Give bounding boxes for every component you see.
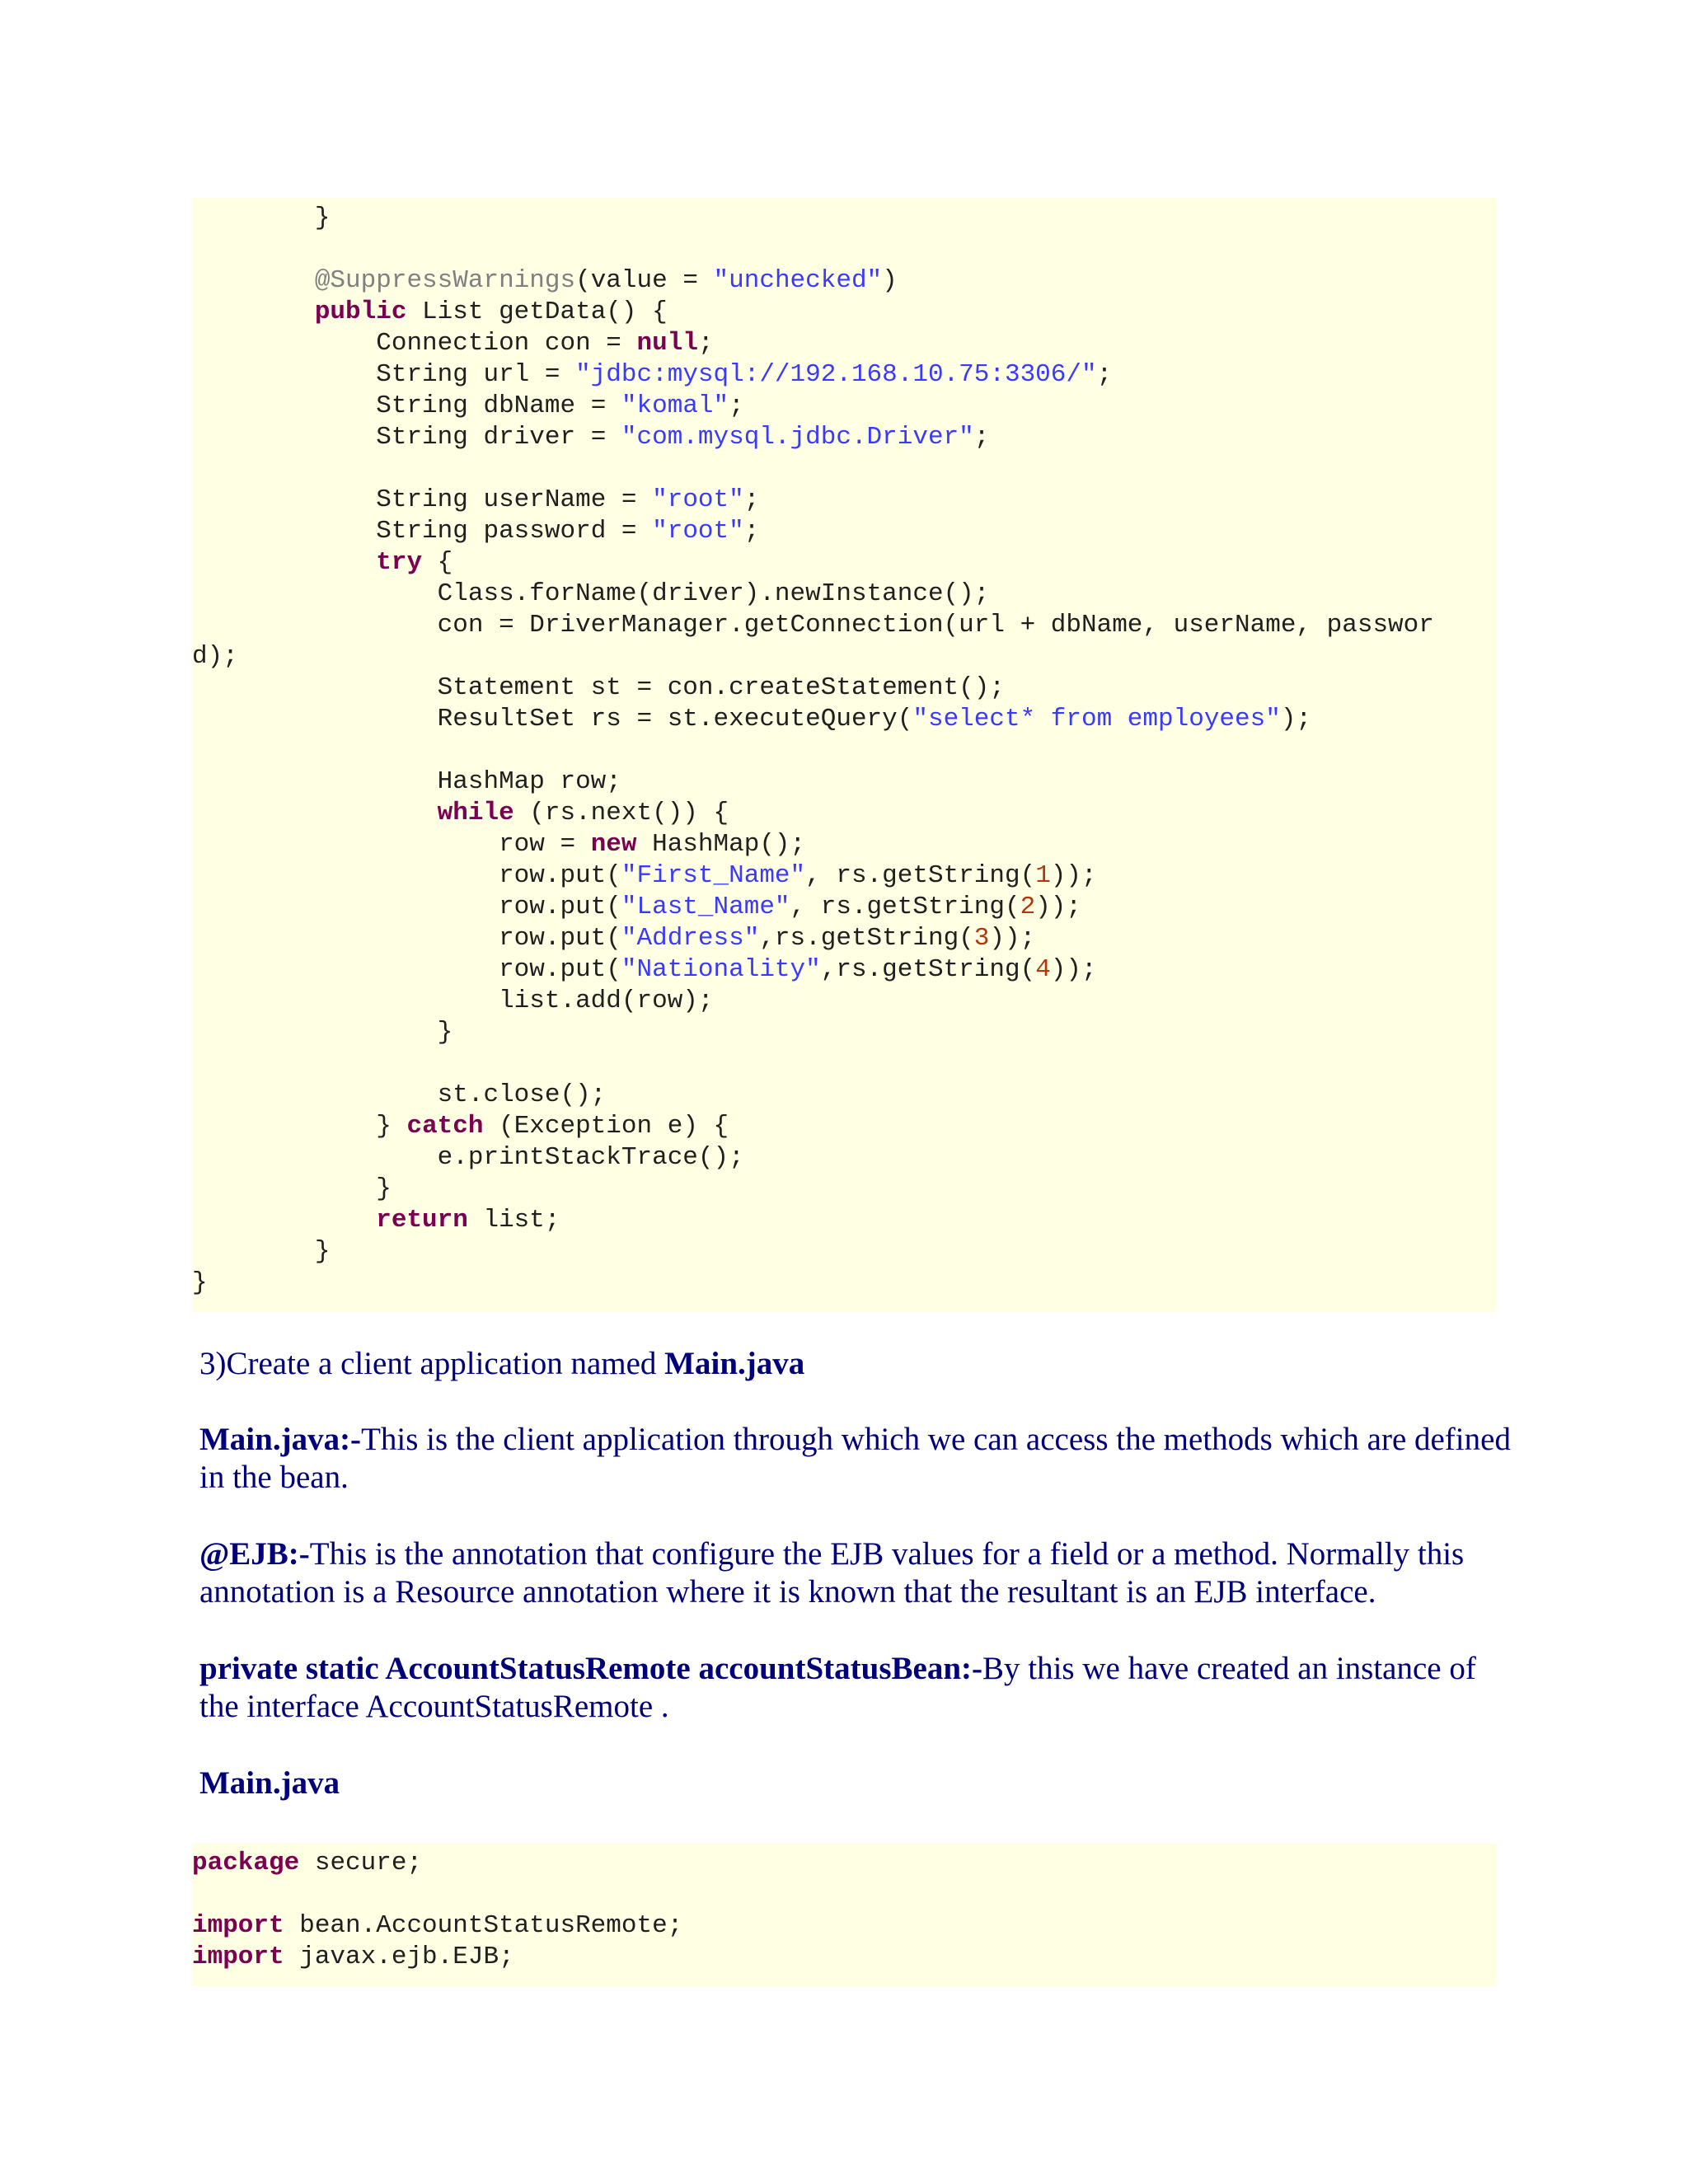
number-token: 1: [1035, 861, 1051, 890]
code-line: HashMap row;: [437, 767, 621, 796]
code-line: String userName = "root";: [376, 485, 760, 514]
number-token: 4: [1035, 955, 1051, 984]
code-line: row.put("Nationality",rs.getString(4));: [499, 955, 1097, 984]
code-line: Statement st = con.createStatement();: [437, 673, 1005, 702]
code-line: row.put("Address",rs.getString(3));: [499, 924, 1036, 953]
code-line: [192, 735, 1496, 766]
code-line: import javax.ejb.EJB;: [192, 1943, 514, 1971]
string-token: "jdbc:mysql://192.168.10.75:3306/": [575, 360, 1097, 389]
annotation-token: @SuppressWarnings: [314, 266, 576, 295]
code-block-main: [192, 1843, 1496, 1986]
step-heading: 3)Create a client application named Main.java: [199, 1346, 805, 1381]
code-line: con = DriverManager.getConnection(url + dbName, userName, passwor: [437, 611, 1434, 640]
section-heading: Main.java: [199, 1765, 340, 1801]
code-line: }: [437, 1018, 453, 1047]
keyword-token: return: [376, 1206, 468, 1235]
string-token: "Last_Name": [621, 893, 790, 921]
number-token: 2: [1020, 893, 1036, 921]
code-line: st.close();: [437, 1080, 607, 1109]
code-line: list.add(row);: [499, 987, 714, 1015]
string-token: "Address": [621, 924, 760, 953]
code-line: }: [314, 1237, 331, 1266]
code-line: }: [314, 204, 331, 232]
string-token: "First_Name": [621, 861, 806, 890]
string-token: "Nationality": [621, 955, 821, 984]
code-line: } catch (Exception e) {: [376, 1112, 729, 1141]
code-line: [192, 1879, 1496, 1910]
code-line: d);: [192, 642, 238, 671]
code-line: import bean.AccountStatusRemote;: [192, 1911, 683, 1940]
code-line: String url = "jdbc:mysql://192.168.10.75:3306/";: [376, 360, 1113, 389]
keyword-token: try: [376, 548, 423, 577]
keyword-token: null: [636, 329, 698, 358]
code-line: package secure;: [192, 1849, 423, 1877]
code-line: row = new HashMap();: [499, 830, 806, 859]
code-line: return list;: [376, 1206, 560, 1235]
code-line: Connection con = null;: [376, 329, 714, 358]
string-token: "unchecked": [713, 266, 883, 295]
string-token: "root": [652, 517, 744, 546]
keyword-token: while: [437, 799, 514, 827]
keyword-token: catch: [406, 1112, 484, 1141]
term-bold: Main.java:-: [199, 1422, 362, 1457]
ejb-annotation-description: @EJB:-This is the annotation that configure the EJB values for a field or a method. Normally this annotation is a Resource annotation where it is known that the resultant is an EJB interface.: [199, 1536, 1465, 1610]
code-line: e.printStackTrace();: [437, 1143, 744, 1172]
keyword-token: import: [192, 1943, 284, 1971]
term-bold: private static AccountStatusRemote accountStatusBean:-: [199, 1651, 982, 1686]
term-bold: @EJB:-: [199, 1536, 310, 1572]
main-java-description: Main.java:-This is the client application through which we can access the methods which are defined in the bean.: [199, 1422, 1511, 1495]
code-line: @SuppressWarnings(value = "unchecked"): [314, 266, 898, 295]
string-token: "komal": [621, 391, 729, 420]
code-line: Class.forName(driver).newInstance();: [437, 579, 990, 608]
keyword-token: new: [590, 830, 637, 859]
code-line: String dbName = "komal";: [376, 391, 744, 420]
code-line: try {: [376, 548, 453, 577]
code-line: }: [376, 1174, 392, 1203]
filename-bold: Main.java: [664, 1346, 805, 1381]
code-line: [192, 453, 1496, 485]
instance-description: private static AccountStatusRemote accountStatusBean:-By this we have created an instance of the interface AccountStatusRemote .: [199, 1651, 1476, 1724]
keyword-token: public: [314, 298, 407, 326]
code-line: String driver = "com.mysql.jdbc.Driver";: [376, 423, 990, 452]
code-line: row.put("Last_Name", rs.getString(2));: [499, 893, 1081, 921]
code-line: ResultSet rs = st.executeQuery("select* from employees");: [437, 705, 1312, 733]
string-token: "select* from employees": [912, 705, 1281, 733]
keyword-token: import: [192, 1911, 284, 1940]
string-token: "com.mysql.jdbc.Driver": [621, 423, 974, 452]
code-line: String password = "root";: [376, 517, 760, 546]
code-line: public List getData() {: [314, 298, 668, 326]
code-block-bean: [192, 198, 1496, 1312]
code-line: while (rs.next()) {: [437, 799, 729, 827]
code-line: }: [192, 1268, 208, 1297]
string-token: "root": [652, 485, 744, 514]
code-line: [192, 1048, 1496, 1080]
keyword-token: package: [192, 1849, 300, 1877]
code-line: [192, 234, 1496, 265]
code-line: row.put("First_Name", rs.getString(1));: [499, 861, 1097, 890]
number-token: 3: [973, 924, 990, 953]
